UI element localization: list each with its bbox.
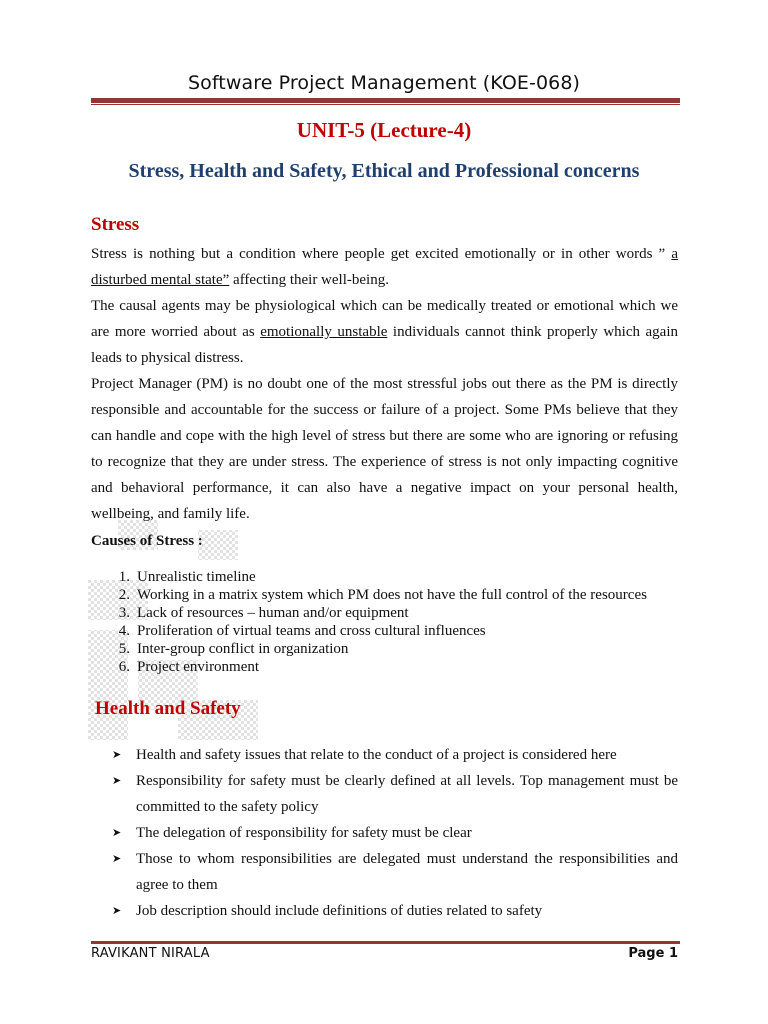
list-text: Job description should include definitions of duties related to safety [136, 903, 543, 919]
lecture-subtitle: Stress, Health and Safety, Ethical and Professional concerns [128, 160, 640, 182]
list-number: 3. [118, 605, 130, 621]
stress-body [91, 241, 678, 527]
health-safety-heading: Health and Safety [95, 698, 241, 719]
list-text: Unrealistic timeline [137, 569, 256, 585]
footer-rule [91, 941, 680, 944]
stress-p1-text-end: affecting their well-being. [229, 272, 389, 288]
arrow-bullet-icon: ➤ [112, 775, 122, 787]
stress-paragraph-3: Project Manager (PM) is no doubt one of the most stressful jobs out there as the PM is directly responsible and accountable for the success or failure of a project. Some PMs believe that they can handle and cope with the high level of stress but there are some who are ignoring or refusing to recognize that they are under stress. The experience of stress is not only impacting cognitive and behavioral performance, it can also have a negative impact on your personal health, wellbeing, and family life. [91, 376, 678, 522]
list-number: 6. [118, 659, 130, 675]
stress-heading: Stress [91, 214, 140, 235]
stress-paragraph-2 [91, 293, 678, 371]
list-number: 2. [118, 587, 130, 603]
footer-page-number: Page 1 [628, 946, 678, 961]
stress-paragraph-1 [91, 241, 678, 293]
list-number: 4. [118, 623, 130, 639]
list-item [112, 846, 678, 898]
list-text: Health and safety issues that relate to the conduct of a project is considered here [136, 747, 617, 763]
list-text: Responsibility for safety must be clearly defined at all levels. Top management must be committed to the safety policy [136, 773, 678, 815]
list-item [91, 658, 691, 676]
causes-heading: Causes of Stress : [91, 533, 203, 549]
list-text: Lack of resources – human and/or equipment [137, 605, 409, 621]
arrow-bullet-icon: ➤ [112, 749, 122, 761]
stress-p2-underlined: emotionally unstable [260, 324, 388, 340]
list-number: 5. [118, 641, 130, 657]
stress-p1-underlined: a disturbed mental state” [91, 246, 678, 288]
list-text: Project environment [137, 659, 260, 675]
header-rule [91, 98, 680, 103]
list-text: The delegation of responsibility for safety must be clear [136, 825, 472, 841]
stress-p1-text: Stress is nothing but a condition where people get excited emotionally or in other words ” [91, 246, 672, 262]
list-number: 1. [118, 569, 130, 585]
stress-p2-text: The causal agents may be physiological which can be medically treated or emotional which we are more worried about as [91, 298, 678, 340]
list-item [112, 820, 678, 846]
header-title: Software Project Management (KOE-068) [187, 72, 581, 94]
health-safety-list [112, 742, 678, 924]
stress-p2-text-end: individuals cannot think properly which again leads to physical distress. [91, 324, 678, 366]
list-text: Those to whom responsibilities are delegated must understand the responsibilities and agree to them [136, 851, 678, 893]
list-text: Proliferation of virtual teams and cross cultural influences [137, 623, 486, 639]
arrow-bullet-icon: ➤ [112, 827, 122, 839]
unit-title: UNIT-5 (Lecture-4) [296, 118, 472, 142]
arrow-bullet-icon: ➤ [112, 853, 122, 865]
causes-list [91, 568, 691, 676]
arrow-bullet-icon: ➤ [112, 905, 122, 917]
list-text: Inter-group conflict in organization [137, 641, 349, 657]
header-rule-thin [91, 104, 680, 105]
list-item [91, 640, 691, 658]
list-item [91, 586, 691, 604]
list-item [91, 568, 691, 586]
list-item [91, 604, 691, 622]
footer-author: RAVIKANT NIRALA [91, 946, 210, 961]
list-text: Working in a matrix system which PM does not have the full control of the resources [137, 587, 647, 603]
list-item [112, 742, 678, 768]
list-item [112, 768, 678, 820]
list-item [91, 622, 691, 640]
list-item [112, 898, 678, 924]
